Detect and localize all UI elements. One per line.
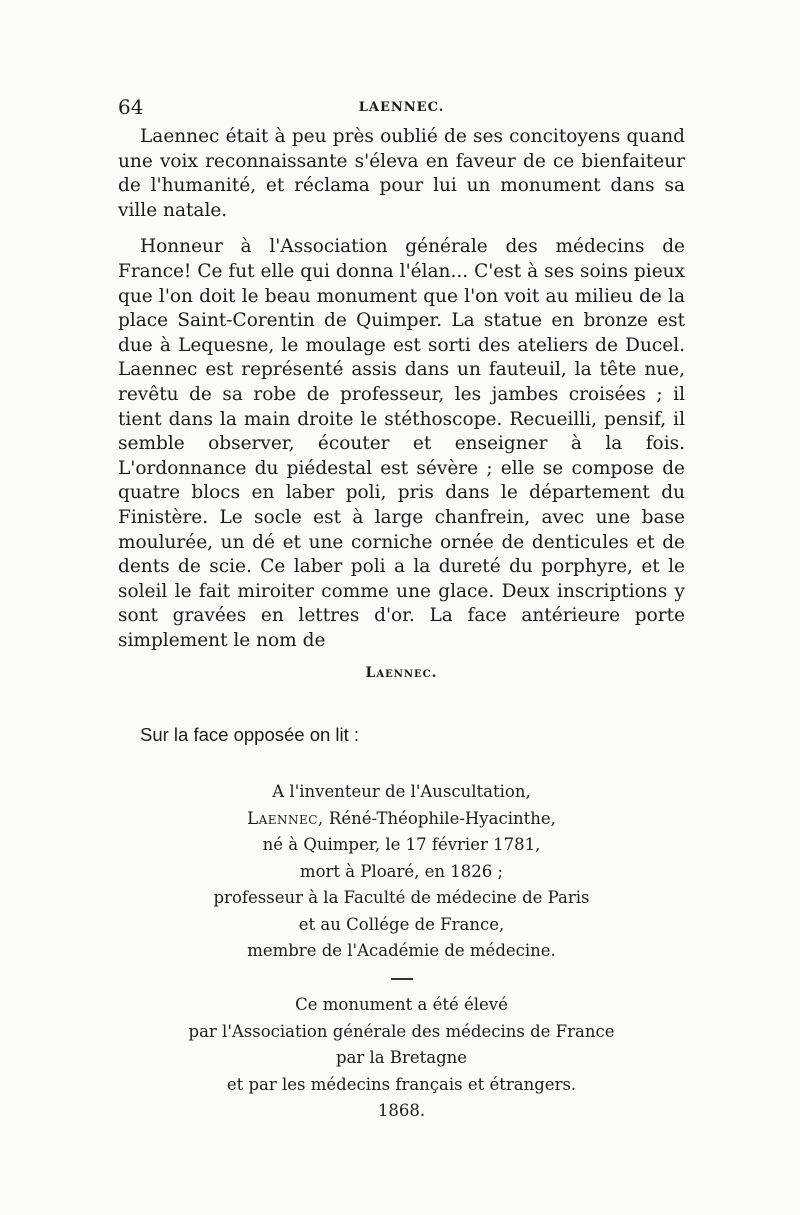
inscription-line: par la Bretagne — [335, 1048, 468, 1068]
book-page — [118, 95, 685, 1124]
intro-line: Sur la face opposée on lit : — [140, 724, 360, 746]
inscription-line — [118, 806, 685, 832]
inscription-line: mort à Ploaré, en 1826 ; — [299, 861, 504, 881]
inscription-line: né à Quimper, le 17 février 1781, — [262, 835, 541, 855]
paragraph-2: Honneur à l'Association générale des médecins de France! Ce fut elle qui donna l'élan... C'est à ses soins pieux que l'on doit le beau monument que l'on voit au milieu de la place Saint-Corentin de Quimper. La statue en bronze est due à Lequesne, le moulage est sorti des ateliers de Ducel. Laennec est représenté assis dans un fauteuil, la tête nue, revêtu de sa robe de professeur, les jambes croisées ; il tient dans la main droite le stéthoscope. Recueilli, pensif, il semble observer, écouter et enseigner à la fois. L'ordonnance du piédestal est sévère ; elle se compose de quatre blocs en laber poli, pris dans le département du Finistère. Le socle est à large chanfrein, avec une base moulurée, un dé et une corniche ornée de denticules et de dents de scie. Ce laber poli a la dureté du porphyre, et le soleil le fait miroiter comme une glace. Deux inscriptions y sont gravées en lettres d'or. La face antérieure porte simplement le nom de — [118, 236, 685, 651]
inscription-line: et au Collége de France, — [298, 914, 505, 934]
separator-dash — [391, 978, 413, 980]
inscription-line: membre de l'Académie de médecine. — [247, 940, 556, 960]
body-text — [118, 125, 685, 653]
inscription-line: Ce monument a été élevé — [295, 995, 508, 1015]
inscription-front — [118, 779, 685, 964]
name-line: Laennec. — [365, 665, 438, 682]
inscription-line: par l'Association générale des médecins de France — [188, 1021, 615, 1041]
paragraph-1: Laennec était à peu près oublié de ses concitoyens quand une voix reconnaissante s'éleva en faveur de ce bienfaiteur de l'humanité, et réclama pour lui un monument dans sa ville natale. — [118, 126, 685, 221]
running-title: LAENNEC. — [358, 100, 445, 115]
inscription-line: et par les médecins français et étrangers. — [226, 1074, 577, 1094]
inscription-line: A l'inventeur de l'Auscultation, — [272, 782, 531, 802]
inscription-line-rest: Réné-Théophile-Hyacinthe, — [323, 808, 556, 828]
inscription-dedication — [118, 992, 685, 1124]
inscription-name: Laennec, — [247, 808, 324, 828]
inscription-line: professeur à la Faculté de médecine de Paris — [213, 888, 590, 908]
running-head — [118, 95, 685, 125]
inscription-year: 1868. — [377, 1100, 426, 1120]
page-number: 64 — [118, 95, 144, 119]
